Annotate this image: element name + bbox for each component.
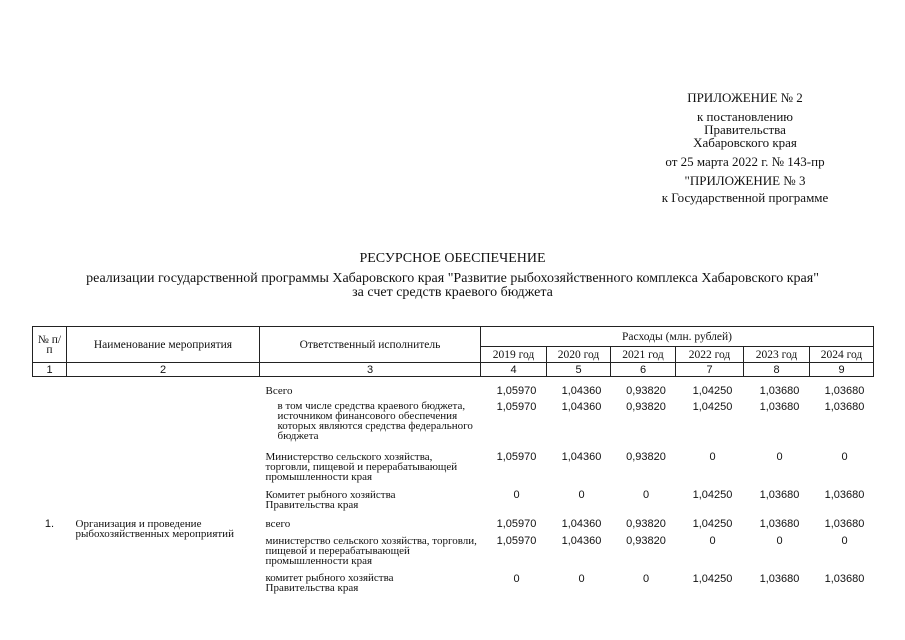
col-header-name: Наименование мероприятия (67, 327, 260, 363)
value-cell: 0 (709, 451, 716, 463)
value-cell: 1,03680 (759, 489, 800, 501)
appendix-title: ПРИЛОЖЕНИЕ № 2 (687, 90, 803, 105)
col-number: 4 (481, 363, 547, 377)
table-body (33, 377, 874, 595)
col-number: 5 (547, 363, 611, 377)
value-cell: 0,93820 (626, 401, 666, 413)
value-cell: 0 (513, 573, 520, 585)
value-cell: 1,03680 (759, 401, 800, 413)
resource-table (32, 326, 874, 595)
value-cell: 0 (776, 535, 783, 547)
col-header-num: № п/п (33, 327, 67, 363)
value-cell: 1,04360 (561, 535, 602, 547)
value-cell: 0 (776, 451, 783, 463)
appendix-3-title: "ПРИЛОЖЕНИЕ № 3 (684, 173, 806, 188)
executor-federal-share: в том числе средства краевого бюджета, источником финансового обеспечения которых являются средства федерального бюджета (277, 400, 473, 442)
value-cell: 0 (841, 535, 848, 547)
col-number: 8 (744, 363, 810, 377)
value-cell: 0,93820 (626, 385, 666, 397)
value-cell: 1,04250 (692, 385, 733, 397)
col-number: 7 (676, 363, 744, 377)
value-cell: 1,03680 (759, 385, 800, 397)
col-number: 9 (810, 363, 874, 377)
value-cell: 0,93820 (626, 451, 666, 463)
value-cell: 1,05970 (496, 535, 537, 547)
value-cell: 0 (578, 573, 585, 585)
value-cell: 0 (642, 573, 650, 585)
value-cell: 1,03680 (759, 573, 800, 585)
value-cell: 1,04360 (561, 385, 602, 397)
value-cell: 0 (841, 451, 848, 463)
executor-total: всего (265, 518, 291, 530)
resolution-ref: к постановлению (696, 109, 794, 124)
value-cell: 1,05970 (496, 385, 537, 397)
value-cell: 1,03680 (824, 385, 865, 397)
value-cell: 0,93820 (626, 518, 666, 530)
value-cell: 0,93820 (626, 535, 666, 547)
government-ref: Правительства (704, 122, 786, 137)
value-cell: 1,03680 (824, 401, 865, 413)
col-header-year: 2021 год (611, 347, 676, 363)
value-cell: 1,03680 (759, 518, 800, 530)
executor-ministry: министерство сельского хозяйства, торговли, пищевой и перерабатывающей промышленности края (265, 535, 477, 567)
program-ref: к Государственной программе (661, 190, 829, 205)
col-header-executor: Ответственный исполнитель (260, 327, 481, 363)
item-number: 1. (44, 518, 55, 530)
col-header-year: 2022 год (676, 347, 744, 363)
region-ref: Хабаровского края (693, 135, 797, 150)
value-cell: 1,04250 (692, 489, 733, 501)
executor-committee: Комитет рыбного хозяйства Правительства края (265, 489, 396, 511)
document-subtitle: реализации государственной программы Хабаровского края "Развитие рыбохозяйственного комплекса Хабаровского края" (86, 271, 819, 286)
value-cell: 1,03680 (824, 573, 865, 585)
value-cell: 1,04360 (561, 451, 602, 463)
col-header-year: 2023 год (744, 347, 810, 363)
executor-committee: комитет рыбного хозяйства Правительства края (265, 572, 394, 594)
executor-total: Всего (265, 385, 293, 397)
value-cell: 1,05970 (496, 518, 537, 530)
col-header-year: 2020 год (547, 347, 611, 363)
value-cell: 0 (709, 535, 716, 547)
col-number: 2 (67, 363, 260, 377)
document-heading: РЕСУРСНОЕ ОБЕСПЕЧЕНИЕ (359, 251, 546, 266)
resolution-date: от 25 марта 2022 г. № 143-пр (665, 154, 825, 169)
value-cell: 1,04360 (561, 401, 602, 413)
col-number: 3 (260, 363, 481, 377)
document-subtitle-2: за счет средств краевого бюджета (352, 285, 553, 300)
value-cell: 1,03680 (824, 489, 865, 501)
value-cell: 1,04250 (692, 518, 733, 530)
col-header-year: 2019 год (481, 347, 547, 363)
col-number: 6 (611, 363, 676, 377)
col-header-year: 2024 год (810, 347, 874, 363)
value-cell: 1,04250 (692, 401, 733, 413)
col-header-expenses: Расходы (млн. рублей) (481, 327, 874, 347)
value-cell: 1,05970 (496, 451, 537, 463)
value-cell: 0 (642, 489, 650, 501)
item-name: Организация и проведение рыбохозяйственных мероприятий (75, 518, 234, 540)
value-cell: 1,05970 (496, 401, 537, 413)
value-cell: 1,04360 (561, 518, 602, 530)
value-cell: 0 (513, 489, 520, 501)
executor-ministry: Министерство сельского хозяйства, торговли, пищевой и перерабатывающей промышленности края (265, 451, 458, 483)
col-number: 1 (33, 363, 67, 377)
value-cell: 0 (578, 489, 585, 501)
value-cell: 1,03680 (824, 518, 865, 530)
value-cell: 1,04250 (692, 573, 733, 585)
